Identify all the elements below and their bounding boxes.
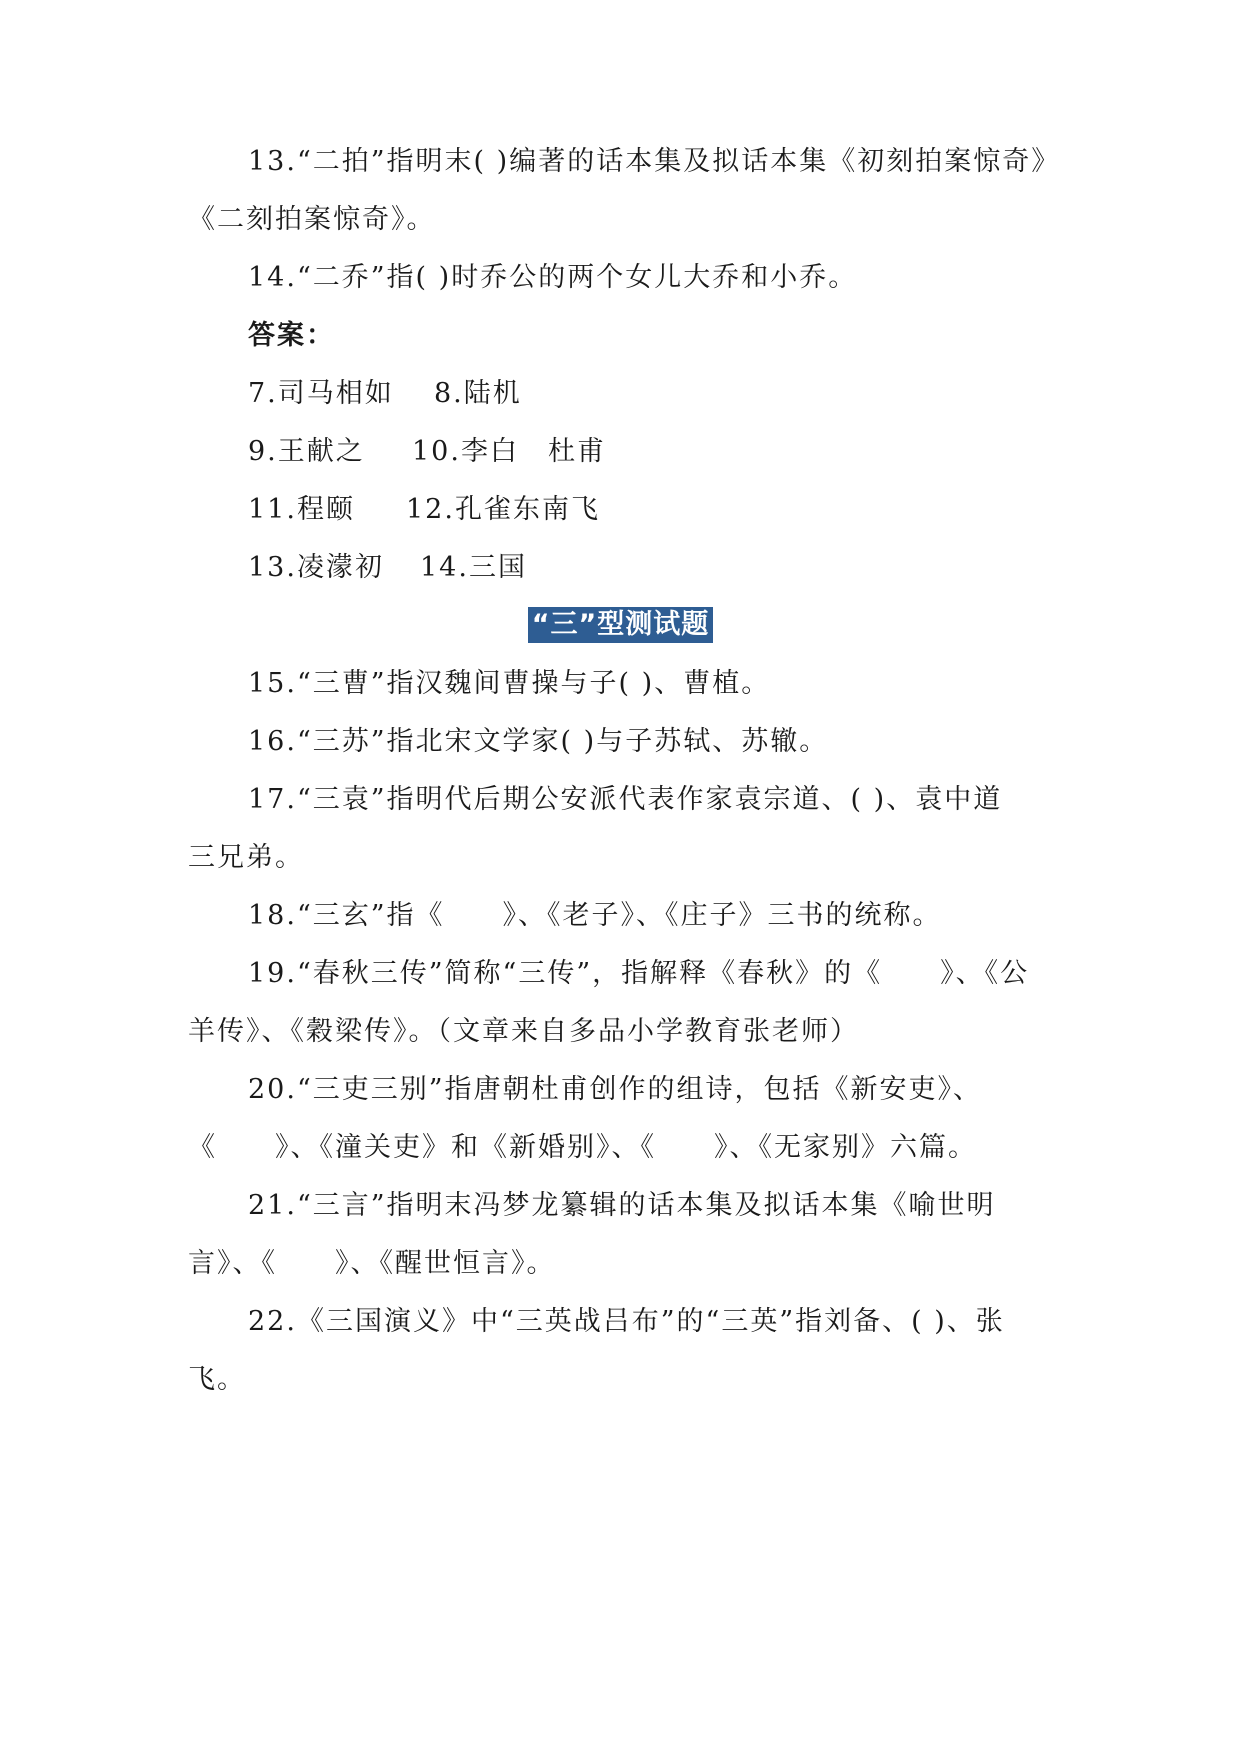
answer-14: 14.三国	[420, 552, 527, 583]
answer-11: 11.程颐	[248, 494, 355, 525]
question-22-line1: 22.《三国演义》中“三英战吕布”的“三英”指刘备、( )、张	[248, 1306, 1005, 1337]
answers-title: 答案：	[248, 320, 335, 351]
answer-7: 7.司马相如	[248, 378, 394, 409]
question-14: 14.“二乔”指( )时乔公的两个女儿大乔和小乔。	[248, 262, 858, 293]
question-13-line1: 13.“二拍”指明末( )编著的话本集及拟话本集《初刻拍案惊奇》	[248, 146, 1061, 177]
question-13-line2: 《二刻拍案惊奇》。	[188, 204, 436, 235]
question-19-line1: 19.“春秋三传”简称“三传”，指解释《春秋》的《 》、《公	[248, 958, 1030, 989]
question-20-line2: 《 》、《潼关吏》和《新婚别》、《 》、《无家别》六篇。	[188, 1132, 977, 1163]
question-21-line1: 21.“三言”指明末冯梦龙纂辑的话本集及拟话本集《喻世明	[248, 1190, 996, 1221]
answer-9: 9.王献之	[248, 436, 365, 467]
answer-8: 8.陆机	[434, 378, 522, 409]
question-15: 15.“三曹”指汉魏间曹操与子( )、曹植。	[248, 668, 771, 699]
question-18: 18.“三玄”指《 》、《老子》、《庄子》三书的统称。	[248, 900, 942, 931]
question-19-line2: 羊传》、《穀梁传》。（文章来自多品小学教育张老师）	[188, 1016, 859, 1047]
answer-12: 12.孔雀东南飞	[406, 494, 600, 525]
answer-10: 10.李白 杜甫	[412, 436, 606, 467]
question-17-line1: 17.“三袁”指明代后期公安派代表作家袁宗道、( )、袁中道	[248, 784, 1003, 815]
section-heading-wrap	[0, 607, 1241, 643]
question-20-line1: 20.“三吏三别”指唐朝杜甫创作的组诗，包括《新安吏》、	[248, 1074, 983, 1105]
question-22-line2: 飞。	[188, 1364, 246, 1395]
question-21-line2: 言》、《 》、《醒世恒言》。	[188, 1248, 556, 1279]
question-16: 16.“三苏”指北宋文学家( )与子苏轼、苏辙。	[248, 726, 829, 757]
answer-13: 13.凌濛初	[248, 552, 384, 583]
question-17-line2: 三兄弟。	[188, 842, 304, 873]
section-heading: “三”型测试题	[528, 607, 714, 643]
